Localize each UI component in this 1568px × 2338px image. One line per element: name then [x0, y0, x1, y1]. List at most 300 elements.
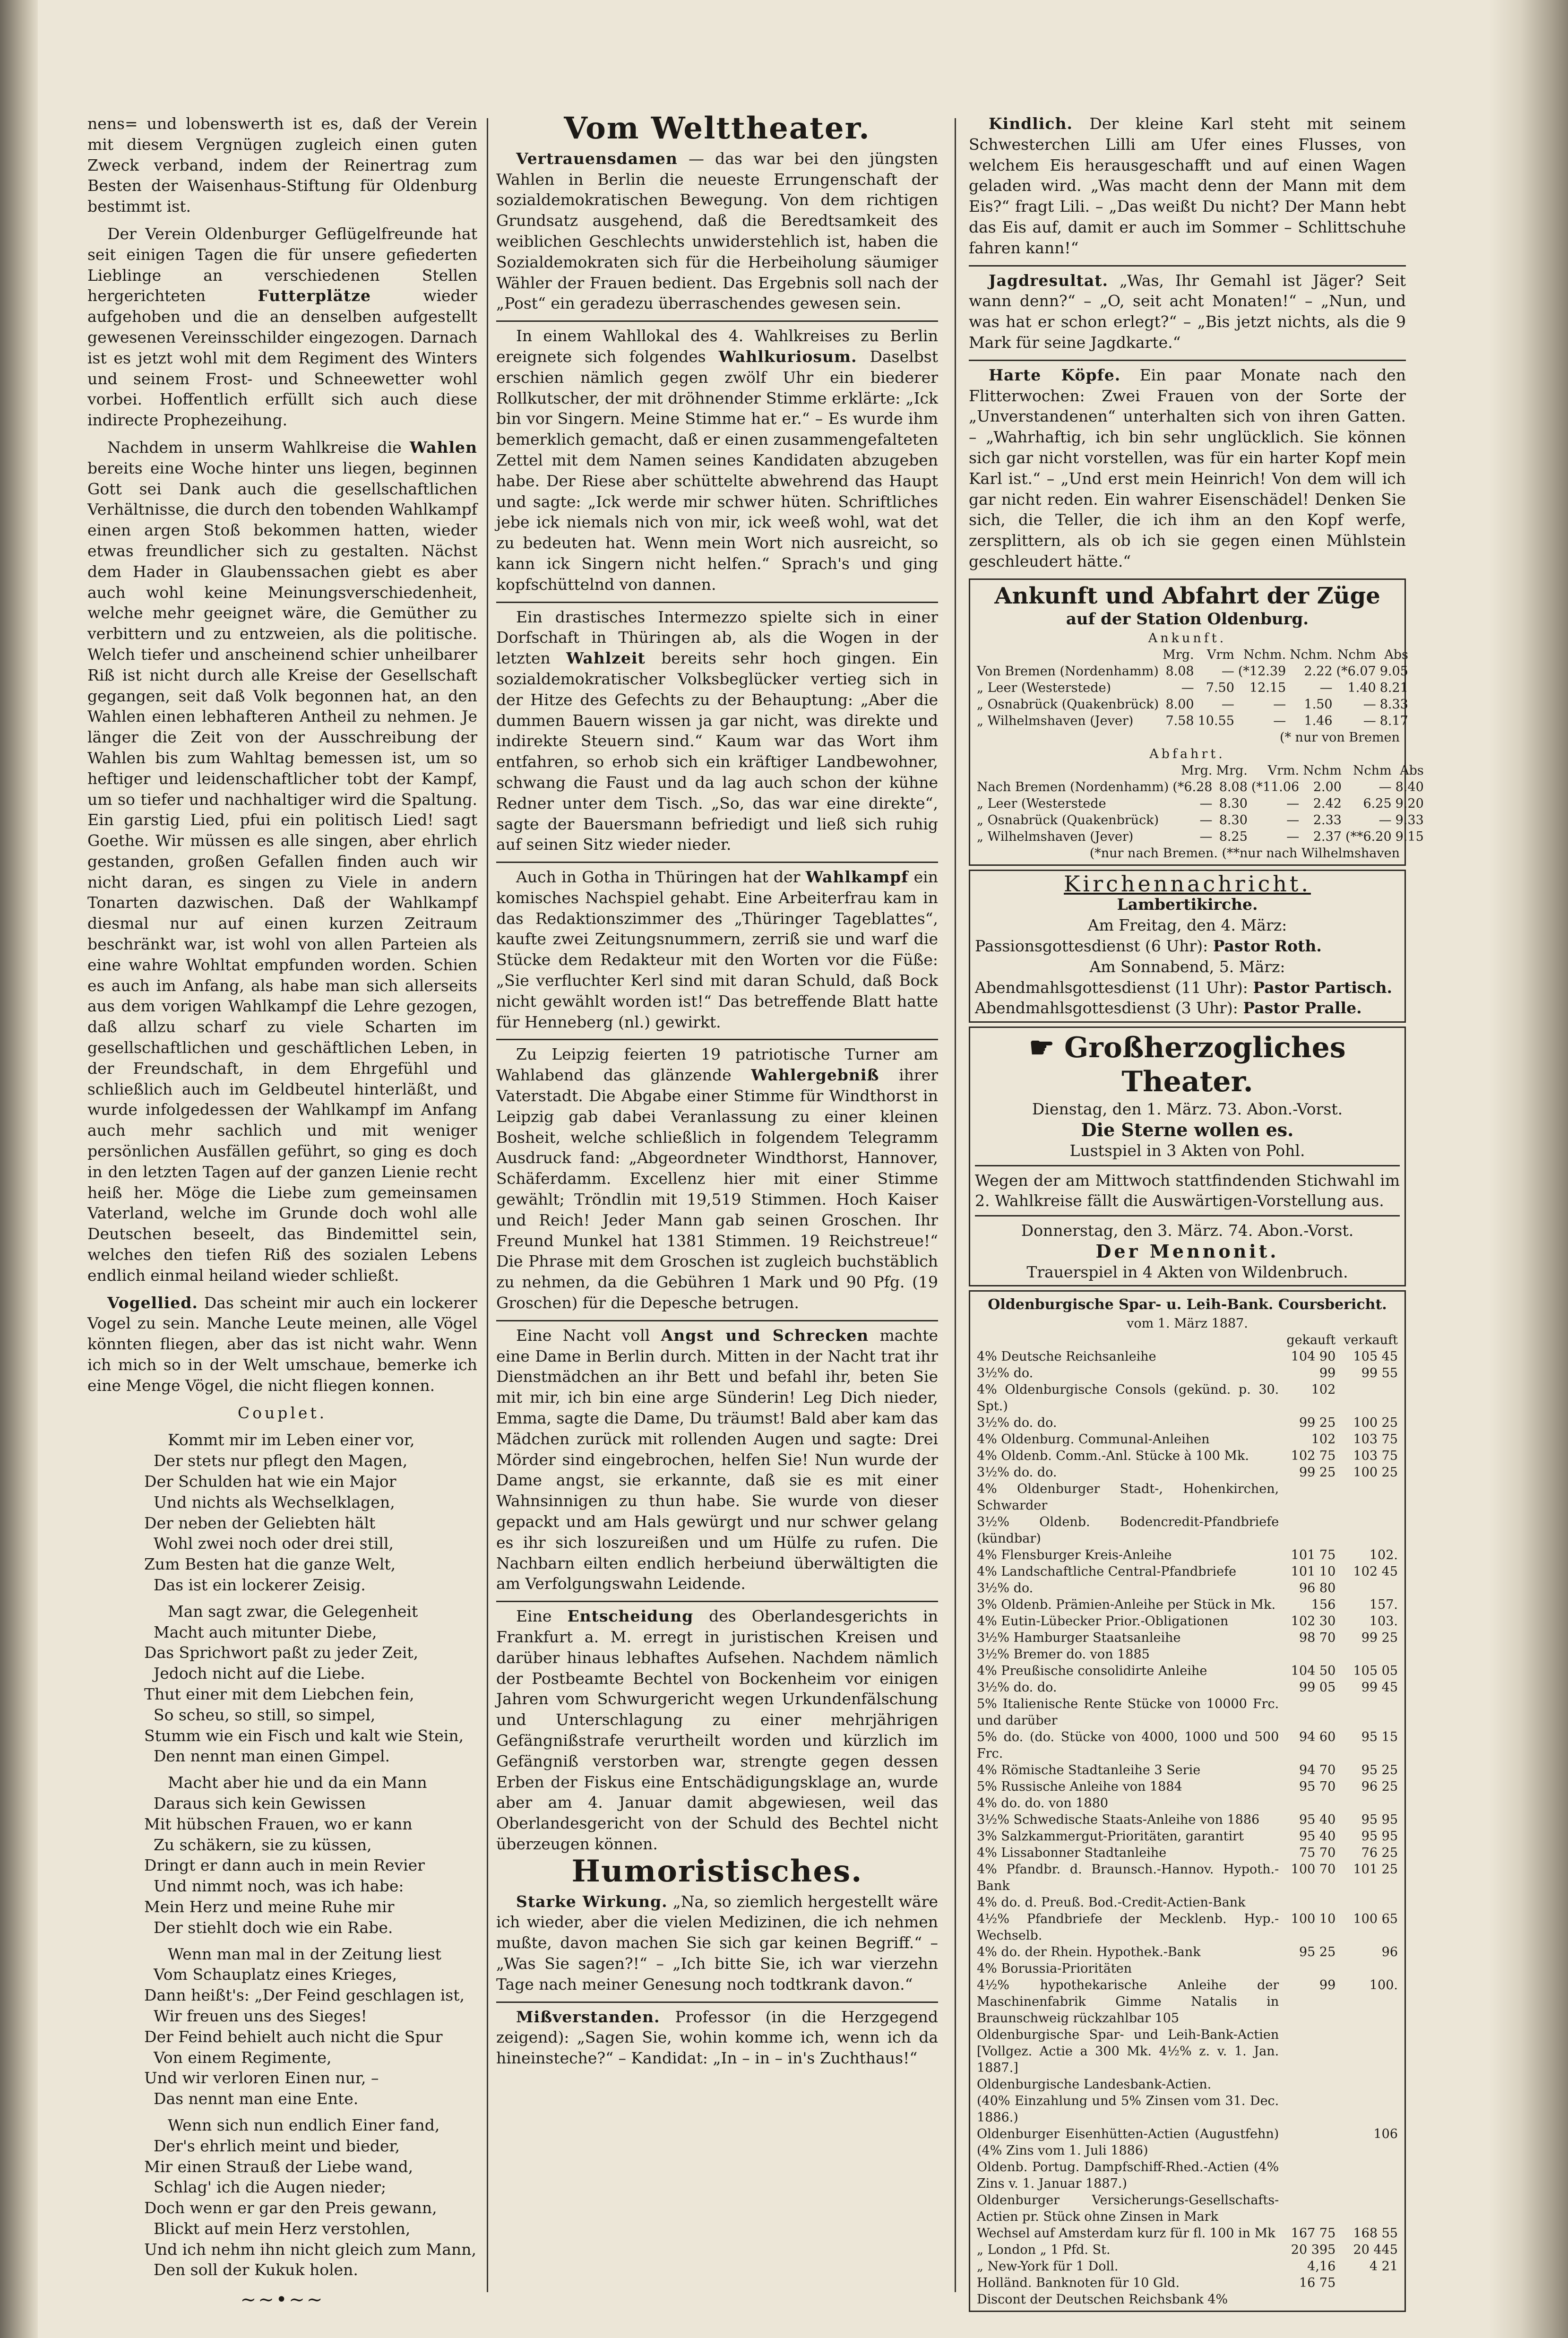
- table-cell: (*12.39: [1238, 664, 1286, 679]
- poem-line: Und nimmt noch, was ich habe:: [154, 1877, 404, 1896]
- arrival-table: [975, 647, 1410, 729]
- table-cell: 4 21: [1369, 2259, 1398, 2274]
- poem-stanza: [87, 1601, 477, 1767]
- table-cell: —: [1181, 680, 1194, 695]
- poem-stanza: [87, 2115, 477, 2280]
- table-cell: [1281, 1894, 1337, 1911]
- table-cell: [1337, 1514, 1400, 1547]
- header-cell: Mrg.: [1181, 763, 1213, 778]
- table-cell: —: [1286, 796, 1300, 811]
- header-cell: [975, 647, 1161, 663]
- table-row: [975, 680, 1410, 696]
- table-cell: [1281, 2192, 1337, 2225]
- paragraph: [496, 326, 938, 595]
- service-line: [975, 977, 1400, 998]
- table-cell: [1337, 1646, 1400, 1663]
- text: Nachdem in unserm Wahlkreise die: [107, 438, 402, 457]
- table-cell: 4% Flensburger Kreis-Anleihe: [977, 1548, 1172, 1563]
- poem-line: Und nichts als Wechselklagen,: [154, 1493, 395, 1511]
- poem-line: Und ich nehm ihn nicht gleich zum Mann,: [144, 2240, 476, 2259]
- table-cell: [1337, 2076, 1400, 2093]
- table-cell: [1281, 2093, 1337, 2126]
- table-row: [975, 828, 1426, 845]
- train-schedule: [969, 578, 1424, 866]
- poem-line: Den soll der Kukuk holen.: [154, 2260, 358, 2279]
- service: Abendmahlsgottesdienst (11 Uhr):: [975, 978, 1248, 997]
- text: Professor (in die Herzgegend zeigend): „Sagen Sie, wohin komme ich, wenn ich da hineinsteche?“ – Kandidat: „In – in – in's Zuchthaus!“: [496, 2007, 938, 2068]
- table-row: [975, 696, 1410, 713]
- paragraph: [496, 2007, 938, 2069]
- table-row: [975, 663, 1410, 680]
- note: (*nur nach Bremen. (**nur nach Wilhelmshaven: [1089, 845, 1400, 861]
- header-cell: Vrm: [1206, 647, 1234, 662]
- exchange-rates: [969, 1290, 1406, 2312]
- table-cell: [1281, 1696, 1337, 1729]
- table-row: [975, 2291, 1400, 2308]
- table-cell: 8.30: [1219, 796, 1248, 811]
- table-cell: —: [1319, 680, 1333, 695]
- church-heading: Kirchennachricht.: [1064, 871, 1311, 897]
- table-cell: 7.50: [1206, 680, 1234, 695]
- table-row: [975, 1911, 1400, 1944]
- table-cell: 106: [1373, 2127, 1398, 2142]
- column-rule: [955, 118, 956, 2292]
- keyword: Vertrauensdamen: [516, 149, 678, 168]
- poem-line: Von einem Regimente,: [154, 2048, 332, 2067]
- table-cell: [1281, 1514, 1337, 1547]
- table-row: [975, 1696, 1400, 1729]
- paragraph: [496, 1891, 938, 1995]
- header-cell: Mrg.: [1216, 763, 1248, 778]
- table-row: [975, 1547, 1400, 1563]
- paragraph: [969, 113, 1406, 259]
- text: Zu Leipzig feierten 19 patriotische Turner am Wahlabend das glänzende: [496, 1045, 938, 1085]
- table-cell: 75 70: [1299, 1846, 1336, 1861]
- theater-heading: [975, 1031, 1400, 1099]
- church-subheading: Lambertikirche.: [1117, 895, 1258, 914]
- pastor: Pastor Pralle.: [1243, 999, 1362, 1018]
- poem-line: Zum Besten hat die ganze Welt,: [144, 1555, 396, 1574]
- train-heading: Ankunft und Abfahrt der Züge: [994, 582, 1380, 609]
- table-cell: 102 75: [1291, 1449, 1336, 1464]
- divider: [975, 1165, 1400, 1166]
- poem-line: Wir freuen uns des Sieges!: [154, 2006, 367, 2025]
- table-cell: 6.25: [1363, 796, 1392, 811]
- table-cell: [1337, 1481, 1400, 1514]
- table-row: [975, 2159, 1400, 2192]
- table-cell: [1337, 1381, 1400, 1415]
- poem-line: Dringt er dann auch in mein Revier: [144, 1856, 425, 1875]
- table-body: [975, 1348, 1400, 2308]
- text: In einem Wahllokal des 4. Wahlkreises zu Berlin ereignete sich folgendes: [496, 327, 938, 366]
- table-cell: 102.: [1369, 1548, 1398, 1563]
- poem-line: Macht aber hie und da ein Mann: [168, 1773, 427, 1792]
- divider: [496, 602, 938, 603]
- table-cell: —: [1221, 664, 1234, 679]
- table-row: [975, 1828, 1400, 1845]
- table-cell: 3½% do. do.: [977, 1415, 1057, 1431]
- table-cell: 7.58: [1165, 713, 1194, 728]
- table-cell: —: [1273, 713, 1286, 728]
- table-row: [975, 1795, 1400, 1812]
- text: „Was, Ihr Gemahl ist Jäger? Seit wann denn?“ – „O, seit acht Monaten!“ – „Nun, und was hat er schon erlegt?“ – „Bis jetzt nichts, als die 9 Mark für seine Jagdkarte.“: [969, 271, 1406, 352]
- table-row: [975, 1663, 1400, 1679]
- poem-line: Wenn man mal in der Zeitung liest: [168, 1944, 441, 1963]
- table-row: [975, 1365, 1400, 1381]
- table-row: [975, 713, 1410, 729]
- column-rule: [487, 118, 488, 2292]
- table-cell: 20 395: [1291, 2243, 1336, 2258]
- table-cell: —: [1378, 812, 1392, 828]
- table-header: [975, 647, 1410, 663]
- performance-date: Dienstag, den 1. März. 73. Abon.-Vorst.: [1032, 1100, 1343, 1119]
- poem-line: Das nennt man eine Ente.: [154, 2089, 359, 2108]
- play-title: Die Sterne wollen es.: [1081, 1119, 1294, 1140]
- poem-line: Thut einer mit dem Liebchen fein,: [144, 1684, 414, 1703]
- service: Abendmahlsgottesdienst (3 Uhr):: [975, 999, 1238, 1018]
- table-cell: 99: [1319, 1366, 1336, 1381]
- table-cell: 102 45: [1353, 1564, 1398, 1579]
- table-cell: [1337, 1795, 1400, 1812]
- table-cell: 100.: [1369, 1978, 1398, 1993]
- table-row: [975, 1960, 1400, 1977]
- table-row: [975, 2242, 1400, 2258]
- play-title: Der Mennonit.: [1095, 1240, 1279, 1262]
- table-cell: 4% Römische Stadtanleihe 3 Serie: [977, 1763, 1201, 1778]
- poem-stanza: [87, 1430, 477, 1595]
- table-cell: „ Leer (Westerstede: [977, 796, 1106, 811]
- table-cell: 96 80: [1299, 1581, 1336, 1596]
- table-cell: 95 25: [1361, 1763, 1398, 1778]
- table-cell: [1281, 2027, 1337, 2076]
- poem-line: Daraus sich kein Gewissen: [154, 1794, 366, 1812]
- table-cell: 4% do. d. Preuß. Bod.-Credit-Actien-Bank: [977, 1895, 1246, 1910]
- table-cell: „ Wilhelmshaven (Jever): [977, 713, 1134, 728]
- text: wieder aufgehoben und die an denselben aufgestellt gewesenen Vereinsschilder eingezogen. Darnach ist es jetzt wohl mit dem Regiment des Winters und seinem Frost- und Schneewetter wohl vorbei. Hoffentlich erfüllt sich auch diese indirecte Prophezeihung.: [87, 286, 477, 430]
- text: Daselbst erschien nämlich gegen zwölf Uhr ein biederer Rollkutscher, der mit dröhnender Stimme erklärte: „Ick bin vor Singern. Meine Stimme hat er.“ – Es wurde ihm bemerklich gemacht, daß er einen zusammengefalteten Zettel mit dem Namen seines Kandidaten abzugeben habe. Der Riese aber schüttelte abwehrend das Haupt und sagte: „Ick werde mir schwer hüten. Schriftliches jebe ick niemals nich von mir, ick weeß wohl, wat det zu bedeuten hat. Wenn mein Wort nich ausreicht, so kann ick Singern nicht helfen.“ Sprach's und ging kopfschüttelnd von dannen.: [496, 347, 938, 594]
- table-cell: 103 75: [1353, 1432, 1398, 1447]
- table-cell: 4% Oldenburg. Communal-Anleihen: [977, 1432, 1210, 1447]
- table-cell: 12.15: [1249, 680, 1286, 695]
- ornament: ~~•~~: [240, 2289, 325, 2311]
- header-cell: Abs: [1400, 763, 1424, 778]
- table-cell: 20 445: [1353, 2243, 1398, 2258]
- poem-stanza: [87, 1944, 477, 2109]
- column-middle: [496, 113, 938, 2297]
- table-row: [975, 1812, 1400, 1828]
- table-cell: 2.37: [1313, 829, 1342, 844]
- divider: [496, 2002, 938, 2003]
- table-cell: [1281, 2126, 1337, 2159]
- table-cell: [1281, 1481, 1337, 1514]
- table-cell: 2.22: [1304, 664, 1333, 679]
- table-cell: 9.05: [1379, 664, 1408, 679]
- poem-line: So scheu, so still, so simpel,: [154, 1705, 376, 1724]
- table-cell: —: [1199, 829, 1213, 844]
- table-row: [975, 1348, 1400, 1365]
- poem-line: Zu schäkern, sie zu küssen,: [154, 1835, 372, 1854]
- pastor: Pastor Roth.: [1213, 936, 1322, 955]
- table-cell: 4% Preußische consolidirte Anleihe: [977, 1664, 1207, 1679]
- table-cell: 3½% do.: [977, 1366, 1034, 1381]
- poem-line: Der neben der Geliebten hält: [144, 1513, 376, 1532]
- rates-heading: Oldenburgische Spar- u. Leih-Bank. Coursbericht.: [988, 1296, 1387, 1313]
- table-cell: —: [1363, 713, 1376, 728]
- table-cell: 9.33: [1395, 812, 1424, 828]
- table-header: [975, 1332, 1400, 1348]
- paragraph: [969, 270, 1406, 353]
- text: Auch in Gotha in Thüringen hat der: [516, 868, 801, 887]
- table-cell: 99 25: [1299, 1465, 1336, 1480]
- paragraph: [496, 867, 938, 1032]
- keyword: Mißverstanden.: [516, 2007, 660, 2026]
- table-cell: 95 25: [1299, 1945, 1336, 1960]
- table-cell: 8.08: [1219, 779, 1248, 794]
- poem-line: Und wir verloren Einen nur, –: [144, 2069, 379, 2088]
- table-row: [975, 1431, 1400, 1448]
- table-cell: —: [1378, 779, 1392, 794]
- paragraph: [496, 148, 938, 314]
- table-cell: 4% do. der Rhein. Hypothek.-Bank: [977, 1945, 1201, 1960]
- keyword: Harte Köpfe.: [989, 365, 1121, 384]
- poem-line: Jedoch nicht auf die Liebe.: [154, 1664, 365, 1683]
- paragraph: [496, 607, 938, 855]
- header-cell: [975, 1332, 1281, 1348]
- theater-note: Wegen der am Mittwoch stattfindenden Stichwahl im 2. Wahlkreise fällt die Auswärtigen-Vorstellung aus.: [975, 1171, 1400, 1210]
- table-cell: Holländ. Banknoten für 10 Gld.: [977, 2276, 1180, 2291]
- table-cell: 103.: [1369, 1614, 1398, 1629]
- paragraph: [87, 437, 477, 1286]
- table-cell: (*6.28: [1172, 779, 1213, 794]
- table-cell: 99 05: [1299, 1680, 1336, 1695]
- table-cell: 8.08: [1165, 664, 1194, 679]
- divider: [496, 1601, 938, 1602]
- table-cell: Oldenburgische Spar- und Leih-Bank-Actien [Vollgez. Actie a 300 Mk. 4½% z. v. 1. Jan. 1887.]: [977, 2027, 1279, 2076]
- departure-label: Abfahrt.: [1149, 746, 1225, 761]
- pastor: Pastor Partisch.: [1253, 978, 1393, 997]
- table-cell: 102 30: [1291, 1614, 1336, 1629]
- table-cell: [1281, 1960, 1337, 1977]
- text: Ein paar Monate nach den Flitterwochen: Zwei Frauen von der Sorte der „Unverstandenen“ unterhalten sich von ihren Gatten. – „Wahrhaftig, ich bin sehr unglücklich. Sie können sich gar nicht vorstellen, was für ein harter Kopf mein Karl ist.“ – „Und erst mein Heinrich! Von dem will ich gar nicht reden. Ein wahrer Eisenschädel! Denken Sie sich, die Teller, die ich ihm an den Kopf werfe, zersplittern, als ob ich sie gegen einen Mühlstein geschleudert hätte.“: [969, 365, 1406, 570]
- table-cell: 3½% Oldenb. Bodencredit-Pfandbriefe (kündbar): [977, 1515, 1279, 1546]
- table-row: [975, 1464, 1400, 1481]
- table-cell: 4% Lissabonner Stadtanleihe: [977, 1846, 1167, 1861]
- text: Der kleine Karl steht mit seinem Schwesterchen Lilli am Ufer eines Flusses, von welchem Eis herausgeschafft und auf einen Wagen geladen wird. „Was macht denn der Mann mit dem Eis?“ fragt Lili. – „Das weißt Du nicht? Der Mann hebt das Eis auf, damit er auch im Sommer – Schlittschuhe fahren kann!“: [969, 114, 1406, 257]
- table-cell: [1281, 1795, 1337, 1812]
- section-heading: Humoristisches.: [571, 1853, 863, 1889]
- paragraph: [496, 1606, 938, 1855]
- note: (* nur von Bremen: [1279, 730, 1400, 745]
- table-cell: 3½% do. do.: [977, 1680, 1057, 1695]
- divider: [496, 862, 938, 863]
- table-cell: Von Bremen (Nordenhamm): [977, 664, 1159, 679]
- table-cell: 100 70: [1291, 1862, 1336, 1877]
- table-cell: 3½% Bremer do. von 1885: [977, 1647, 1150, 1662]
- table-cell: [1337, 2093, 1400, 2126]
- poem-line: Der Schulden hat wie ein Major: [144, 1472, 396, 1491]
- poem-line: Vom Schauplatz eines Krieges,: [154, 1965, 397, 1984]
- table-row: [975, 1448, 1400, 1464]
- table-cell: 4,16: [1307, 2259, 1336, 2274]
- table-cell: 157.: [1369, 1597, 1398, 1613]
- table-row: [975, 1514, 1400, 1547]
- table-row: [975, 1679, 1400, 1696]
- service: Passionsgottesdienst (6 Uhr):: [975, 936, 1208, 955]
- pointing-hand-icon: ☛: [1029, 1031, 1055, 1065]
- table-cell: 4% Eutin-Lübecker Prior.-Obligationen: [977, 1614, 1229, 1629]
- table-cell: 8.30: [1219, 812, 1248, 828]
- table-cell: —: [1221, 697, 1234, 712]
- table-row: [975, 1861, 1400, 1894]
- header-cell: Nchm: [1353, 763, 1392, 778]
- table-cell: 95 95: [1361, 1829, 1398, 1844]
- paragraph: [496, 1044, 938, 1313]
- table-cell: 4% Oldenb. Comm.-Anl. Stücke à 100 Mk.: [977, 1449, 1249, 1464]
- table-cell: „ New-York für 1 Doll.: [977, 2259, 1119, 2274]
- table-cell: 99 25: [1361, 1631, 1398, 1646]
- table-cell: 168 55: [1353, 2226, 1398, 2241]
- table-cell: 103 75: [1353, 1449, 1398, 1464]
- table-cell: „ Osnabrück (Quakenbrück): [977, 812, 1159, 828]
- poem-line: Blickt auf mein Herz verstohlen,: [154, 2219, 411, 2238]
- table-cell: (40% Einzahlung und 5% Zinsen vom 31. Dec. 1886.): [977, 2094, 1279, 2125]
- play-subtitle: Lustspiel in 3 Akten von Pohl.: [1069, 1141, 1305, 1160]
- paragraph: nens= und lobenswerth ist es, daß der Verein mit diesem Vergnügen zugleich einen guten Zweck verband, indem der Reinertrag zum Besten der Waisenhaus-Stiftung für Oldenburg bestimmt ist.: [87, 114, 477, 216]
- header-cell: Nchm.: [1290, 647, 1333, 662]
- table-cell: 5% Russische Anleihe von 1884: [977, 1779, 1182, 1794]
- table-cell: 3½% do. do.: [977, 1465, 1057, 1480]
- table-cell: 1.50: [1304, 697, 1333, 712]
- poem-line: Mein Herz und meine Ruhe mir: [144, 1897, 395, 1916]
- paragraph: [87, 1293, 477, 1396]
- table-cell: 95 40: [1299, 1829, 1336, 1844]
- poem-line: Den nennt man einen Gimpel.: [154, 1747, 390, 1766]
- text: des Oberlandesgerichts in Frankfurt a. M. erregt in juristischen Kreisen und darüber hinaus lebhaftes Aufsehen. Nachdem nämlich der Postbeamte Bechtel von Bockenheim vor einigen Jahren vom Schwurgericht wegen Urkundenfälschung und Unterschlagung zu einer mehrjährigen Gefängnißstrafe verurtheilt worden und kürzlich im Gefängniß verstorben war, strengte gegen dessen Erben der Fiskus eine Entschädigungsklage an, wurde aber am 4. Januar damit abgewiesen, weil das Oberlandesgericht von der Schuld des Bechtel nicht überzeugen können.: [496, 1607, 938, 1853]
- rates-date: vom 1. März 1887.: [1127, 1316, 1248, 1331]
- table-cell: 5% Italienische Rente Stücke von 10000 Frc. und darüber: [977, 1697, 1279, 1728]
- table-cell: [1337, 1894, 1400, 1911]
- table-cell: 99 55: [1361, 1366, 1398, 1381]
- play-subtitle: Trauerspiel in 4 Akten von Wildenbruch.: [1026, 1262, 1348, 1281]
- table-cell: 102: [1311, 1432, 1336, 1447]
- table-row: [975, 2225, 1400, 2242]
- table-cell: [1337, 1960, 1400, 1977]
- poem-line: Der's ehrlich meint und bieder,: [154, 2136, 400, 2155]
- keyword: Kindlich.: [989, 114, 1073, 133]
- table-cell: 96: [1381, 1945, 1398, 1960]
- header-cell: Abs: [1384, 647, 1408, 662]
- table-cell: 96 25: [1361, 1779, 1398, 1794]
- keyword: Jagdresultat.: [989, 271, 1108, 290]
- table-cell: 104 90: [1291, 1349, 1336, 1364]
- table-row: [975, 795, 1426, 812]
- divider: [496, 1320, 938, 1321]
- table-cell: (*6.07: [1336, 664, 1376, 679]
- church-date: Am Freitag, den 4. März:: [1087, 916, 1287, 935]
- table-row: [975, 779, 1426, 795]
- church-notice: [969, 870, 1406, 1023]
- poem-line: Wohl zwei noch oder drei still,: [154, 1534, 394, 1553]
- keyword: Wahlen: [409, 438, 477, 457]
- header-cell: Mrg.: [1163, 647, 1194, 662]
- church-date: Am Sonnabend, 5. März:: [1089, 957, 1285, 976]
- divider: [969, 360, 1406, 361]
- table-row: [975, 1762, 1400, 1778]
- column-left: [87, 113, 477, 2311]
- table-row: [975, 1580, 1400, 1596]
- rates-table: [975, 1332, 1400, 2308]
- poem-line: Man sagt zwar, die Gelegenheit: [168, 1602, 418, 1621]
- table-cell: 4% Pfandbr. d. Braunsch.-Hannov. Hypoth.-Bank: [977, 1862, 1279, 1894]
- divider: [975, 1215, 1400, 1216]
- text: bereits sehr hoch gingen. Ein sozialdemokratischer Volksbeglücker vertieg sich in der Hitze des Gefechts zu der Behauptung: „Aber die dummen Bauern wissen ja gar nicht, was direkte und indirekte Steuern sind.“ Kaum war das Wort ihm entfahren, so erhob sich ein kräftiger Landbewohner, schwang die Faust und da lag auch schon der kühne Redner unter dem Tisch. „So, das war eine direkte“, sagte der Bauersmann befriedigt und ließ sich ruhig auf seinen Sitz wieder nieder.: [496, 649, 938, 854]
- table-cell: —: [1363, 697, 1376, 712]
- table-cell: [1337, 2291, 1400, 2308]
- table-cell: —: [1199, 812, 1213, 828]
- table-cell: 95 70: [1299, 1779, 1336, 1794]
- text: Der Verein Oldenburger Geflügelfreunde hat seit einigen Tagen die für unsere gefiederten Lieblinge an verschiedenen Stellen hergerichteten: [87, 224, 477, 305]
- arrival-label: Ankunft.: [1148, 630, 1227, 646]
- table-cell: [1281, 1646, 1337, 1663]
- table-cell: 4½% Pfandbriefe der Mecklenb. Hyp.-Wechselb.: [977, 1912, 1279, 1943]
- table-cell: (*11.06: [1251, 779, 1300, 794]
- table-row: [975, 2126, 1400, 2159]
- table-row: [975, 2027, 1400, 2076]
- table-cell: 98 70: [1299, 1631, 1336, 1646]
- text: Das scheint mir auch ein lockerer Vogel zu sein. Manche Leute meinen, alle Vögel könnten fliegen, aber das ist nicht wahr. Wenn ich mich so in der Welt umschaue, bemerke ich eine Menge Vögel, die nicht fliegen konnen.: [87, 1293, 477, 1395]
- header-cell: Nchm: [1303, 763, 1342, 778]
- table-cell: „ Osnabrück (Quakenbrück): [977, 697, 1159, 712]
- table-cell: [1281, 2291, 1337, 2308]
- table-row: [975, 1481, 1400, 1514]
- poem-line: Das Sprichwort paßt zu jeder Zeit,: [144, 1643, 419, 1662]
- text: Eine: [516, 1607, 552, 1626]
- keyword: Entscheidung: [567, 1607, 694, 1626]
- table-cell: 16 75: [1299, 2276, 1336, 2291]
- table-row: [975, 1778, 1400, 1795]
- table-cell: 101 10: [1291, 1564, 1336, 1579]
- header-cell: verkauft: [1344, 1333, 1398, 1348]
- poem-line: Wenn sich nun endlich Einer fand,: [168, 2115, 440, 2134]
- table-cell: 8.00: [1165, 697, 1194, 712]
- table-cell: [1337, 2275, 1400, 2291]
- table-cell: 3% Oldenb. Prämien-Anleihe per Stück in Mk.: [977, 1597, 1276, 1613]
- table-cell: Discont der Deutschen Reichsbank 4%: [977, 2292, 1228, 2307]
- table-row: [975, 812, 1426, 828]
- table-row: [975, 1845, 1400, 1861]
- table-cell: 95 95: [1361, 1812, 1398, 1828]
- table-cell: Oldenburger Eisenhütten-Actien (Augustfehn) (4% Zins vom 1. Juli 1886): [977, 2127, 1279, 2158]
- page-margin: [1489, 0, 1568, 2338]
- table-cell: 3½% Hamburger Staatsanleihe: [977, 1631, 1181, 1646]
- table-cell: „ London „ 1 Pfd. St.: [977, 2243, 1111, 2258]
- table-cell: —: [1273, 697, 1286, 712]
- table-cell: 99 45: [1361, 1680, 1398, 1695]
- service-line: [975, 998, 1400, 1018]
- keyword: Wahlkuriosum.: [718, 347, 857, 366]
- poem-line: Schlag' ich die Augen nieder;: [154, 2178, 387, 2197]
- keyword: Wahlergebniß: [751, 1066, 879, 1085]
- table-cell: 100 25: [1353, 1415, 1398, 1431]
- divider: [496, 320, 938, 322]
- paragraph: [496, 1325, 938, 1594]
- text: „Na, so ziemlich hergestellt wäre ich wieder, aber die vielen Medizinen, die ich nehmen mußte, davon machen Sie sich gar keinen Begriff.“ – „Was Sie sagen?!“ – „Ich bitte Sie, ich war vierzehn Tage nach meiner Genesung noch todtkrank davon.“: [496, 1892, 938, 1993]
- header-cell: [975, 762, 1171, 779]
- table-cell: 105 45: [1353, 1349, 1398, 1364]
- service-line: [975, 936, 1400, 957]
- table-cell: —: [1286, 812, 1300, 828]
- table-row: [975, 1630, 1400, 1646]
